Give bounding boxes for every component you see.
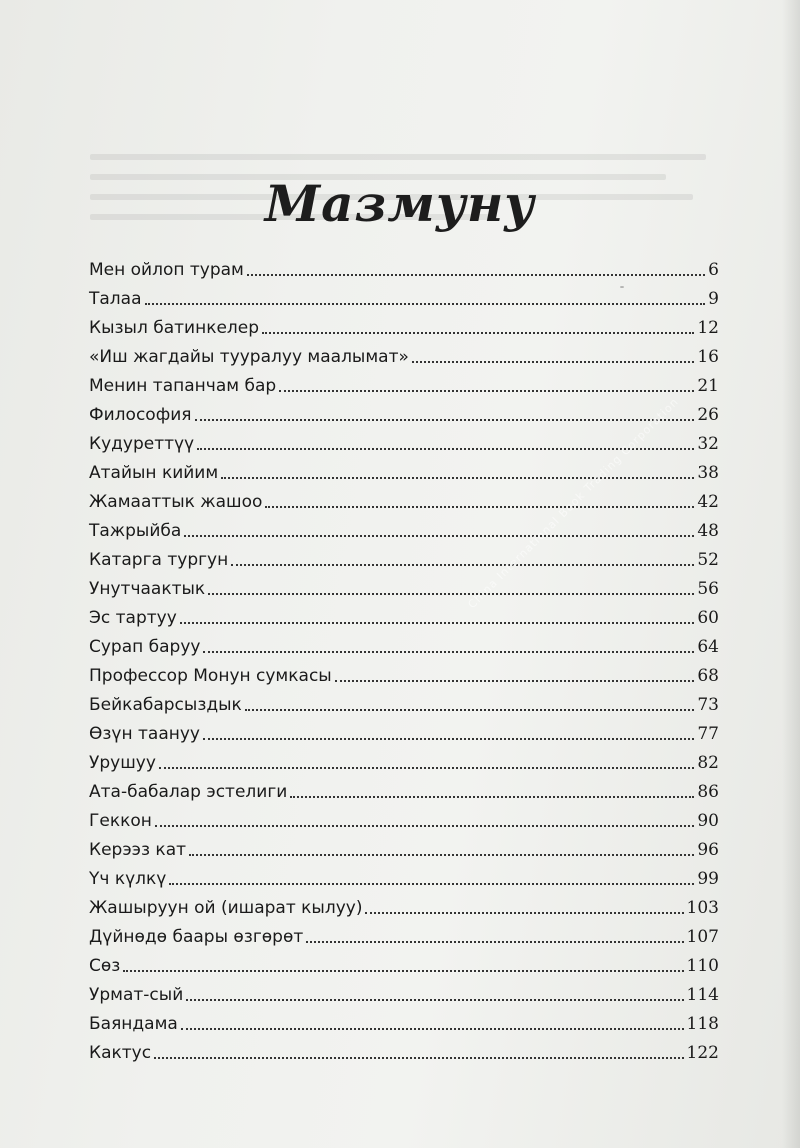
toc-entry [89, 744, 719, 773]
toc-entry-title: Үч күлкү [89, 869, 167, 889]
toc-entry-page-number: 32 [697, 434, 719, 454]
page-edge-shadow [782, 0, 800, 1148]
toc-entry-page-number: 6 [708, 260, 719, 280]
toc-entry-page-number: 52 [697, 550, 719, 570]
toc-dot-leader [203, 738, 694, 740]
toc-entry-page-number: 82 [697, 753, 719, 773]
toc-dot-leader [203, 651, 694, 653]
toc-dot-leader [180, 622, 695, 624]
toc-entry [89, 396, 719, 425]
page-title: Мазмуну [264, 173, 536, 233]
toc-entry-page-number: 122 [686, 1043, 719, 1063]
toc-entry [89, 657, 719, 686]
toc-dot-leader [181, 1028, 684, 1030]
toc-entry-title: Профессор Монун сумкасы [89, 666, 332, 686]
toc-entry-title: Эс тартуу [89, 608, 177, 628]
toc-entry-page-number: 60 [697, 608, 719, 628]
toc-entry [89, 1005, 719, 1034]
toc-entry [89, 541, 719, 570]
paper-speck [620, 286, 624, 288]
toc-entry-page-number: 56 [697, 579, 719, 599]
toc-entry-title: Дүйнөдө баары өзгөрөт [89, 927, 304, 947]
toc-entry [89, 686, 719, 715]
toc-entry [89, 454, 719, 483]
toc-entry [89, 918, 719, 947]
toc-entry-title: Геккон [89, 811, 152, 831]
toc-entry [89, 773, 719, 802]
toc-dot-leader [154, 1057, 683, 1059]
toc-entry-page-number: 99 [697, 869, 719, 889]
toc-entry-page-number: 86 [697, 782, 719, 802]
toc-entry [89, 367, 719, 396]
toc-dot-leader [306, 941, 683, 943]
toc-entry [89, 338, 719, 367]
toc-entry-title: Философия [89, 405, 192, 425]
toc-dot-leader [221, 477, 694, 479]
toc-entry-page-number: 90 [697, 811, 719, 831]
toc-entry-title: Сурап баруу [89, 637, 201, 657]
toc-entry [89, 599, 719, 628]
toc-dot-leader [145, 303, 706, 305]
toc-entry-title: Жашыруун ой (ишарат кылуу) [89, 898, 363, 918]
toc-dot-leader [262, 332, 694, 334]
toc-entry [89, 802, 719, 831]
toc-entry [89, 512, 719, 541]
toc-entry-title: Унутчаактык [89, 579, 206, 599]
toc-entry-title: Менин тапанчам бар [89, 376, 277, 396]
toc-entry [89, 425, 719, 454]
toc-entry-page-number: 38 [697, 463, 719, 483]
toc-dot-leader [247, 274, 705, 276]
toc-entry-page-number: 16 [697, 347, 719, 367]
toc-entry [89, 1034, 719, 1063]
toc-dot-leader [279, 390, 694, 392]
toc-entry-page-number: 42 [697, 492, 719, 512]
toc-entry-page-number: 103 [686, 898, 719, 918]
toc-entry-title: Сөз [89, 956, 121, 976]
toc-entry-title: «Иш жагдайы тууралуу маалымат» [89, 347, 409, 367]
toc-dot-leader [290, 796, 694, 798]
toc-dot-leader [169, 883, 694, 885]
toc-entry [89, 715, 719, 744]
toc-entry-title: Катарга тургун [89, 550, 229, 570]
toc-entry [89, 309, 719, 338]
toc-entry-page-number: 9 [708, 289, 719, 309]
toc-entry [89, 889, 719, 918]
toc-entry [89, 831, 719, 860]
toc-entry-title: Тажрыйба [89, 521, 182, 541]
toc-entry-page-number: 21 [697, 376, 719, 396]
table-of-contents [89, 251, 719, 1063]
toc-entry-page-number: 107 [686, 927, 719, 947]
toc-entry-title: Кудуреттүү [89, 434, 195, 454]
toc-entry-page-number: 77 [697, 724, 719, 744]
toc-entry-title: Урушуу [89, 753, 156, 773]
toc-entry-title: Баяндама [89, 1014, 178, 1034]
toc-entry-page-number: 68 [697, 666, 719, 686]
toc-entry [89, 251, 719, 280]
toc-entry-page-number: 26 [697, 405, 719, 425]
toc-entry-title: Мен ойлоп турам [89, 260, 244, 280]
toc-dot-leader [231, 564, 694, 566]
toc-dot-leader [245, 709, 695, 711]
toc-entry-title: Атайын кийим [89, 463, 219, 483]
toc-entry-page-number: 96 [697, 840, 719, 860]
toc-entry [89, 976, 719, 1005]
toc-entry-page-number: 118 [686, 1014, 719, 1034]
toc-dot-leader [208, 593, 694, 595]
toc-dot-leader [265, 506, 694, 508]
toc-entry-title: Кактус [89, 1043, 152, 1063]
toc-entry-title: Керээз кат [89, 840, 187, 860]
toc-dot-leader [184, 535, 694, 537]
toc-dot-leader [335, 680, 695, 682]
toc-entry-page-number: 48 [697, 521, 719, 541]
toc-entry [89, 947, 719, 976]
toc-entry-title: Талаа [89, 289, 142, 309]
toc-entry [89, 860, 719, 889]
toc-entry-page-number: 64 [697, 637, 719, 657]
toc-dot-leader [123, 970, 683, 972]
toc-entry-page-number: 73 [697, 695, 719, 715]
toc-entry [89, 628, 719, 657]
toc-entry-title: Жамааттык жашоо [89, 492, 263, 512]
toc-entry-page-number: 114 [686, 985, 719, 1005]
watermark: China International Book Trading Corporation [465, 395, 682, 612]
toc-dot-leader [412, 361, 694, 363]
toc-dot-leader [365, 912, 683, 914]
toc-dot-leader [159, 767, 694, 769]
toc-dot-leader [189, 854, 694, 856]
toc-entry-page-number: 12 [697, 318, 719, 338]
toc-entry-title: Бейкабарсыздык [89, 695, 242, 715]
toc-entry-page-number: 110 [686, 956, 719, 976]
toc-entry [89, 570, 719, 599]
toc-entry-title: Кызыл батинкелер [89, 318, 260, 338]
toc-entry-title: Урмат-сый [89, 985, 184, 1005]
toc-entry [89, 280, 719, 309]
toc-entry-title: Ата-бабалар эстелиги [89, 782, 288, 802]
toc-entry [89, 483, 719, 512]
toc-dot-leader [186, 999, 683, 1001]
toc-dot-leader [197, 448, 694, 450]
toc-dot-leader [195, 419, 695, 421]
toc-dot-leader [155, 825, 694, 827]
toc-entry-title: Өзүн таануу [89, 724, 200, 744]
